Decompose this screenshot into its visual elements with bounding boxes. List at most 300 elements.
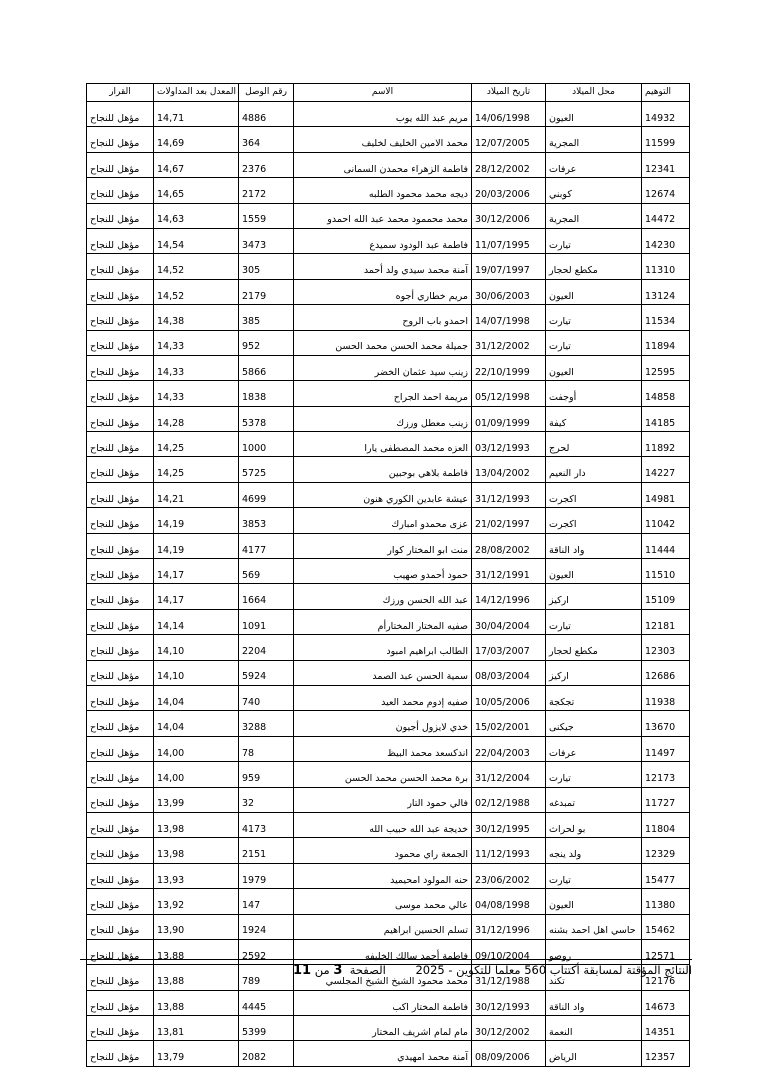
table-row: [87, 228, 690, 253]
cell-receipt: 5924: [239, 660, 294, 685]
cell-average: 14,28: [154, 406, 239, 431]
cell-dob: 28/08/2002: [472, 533, 546, 558]
cell-receipt: 5378: [239, 406, 294, 431]
cell-name: محمد محممود محمد عبد الله احمدو: [294, 203, 472, 228]
cell-code: 13124: [642, 279, 690, 304]
cell-name: الطالب ابراهيم امبود: [294, 635, 472, 660]
cell-average: 14,33: [154, 381, 239, 406]
cell-receipt: 4173: [239, 812, 294, 837]
cell-place: العيون: [546, 279, 642, 304]
page-of: من: [314, 963, 330, 977]
cell-code: 12181: [642, 609, 690, 634]
cell-dob: 30/06/2003: [472, 279, 546, 304]
cell-average: 14,71: [154, 102, 239, 127]
cell-code: 12595: [642, 355, 690, 380]
header-place: محل الميلاد: [546, 84, 642, 102]
cell-dob: 31/12/2004: [472, 762, 546, 787]
cell-place: العيون: [546, 355, 642, 380]
cell-place: النعمة: [546, 1016, 642, 1041]
table-row: [87, 990, 690, 1015]
table-row: [87, 178, 690, 203]
cell-dob: 20/03/2006: [472, 178, 546, 203]
cell-decision: مؤهل للنجاح: [87, 787, 154, 812]
table-header-row: [87, 84, 690, 102]
cell-name: العزه محمد المصطفى يارا: [294, 432, 472, 457]
page-current: 3: [333, 963, 343, 978]
cell-average: 14,04: [154, 711, 239, 736]
cell-dob: 31/12/1988: [472, 965, 546, 990]
cell-place: اركيز: [546, 660, 642, 685]
footer-title: النتائج المؤقتة لمسابقة أكتتاب 560 معلما للتكوين - 2025: [415, 963, 692, 977]
cell-average: 13,98: [154, 838, 239, 863]
cell-decision: مؤهل للنجاح: [87, 102, 154, 127]
cell-place: ولد ينجه: [546, 838, 642, 863]
cell-place: واد الناقة: [546, 990, 642, 1015]
cell-code: 13670: [642, 711, 690, 736]
cell-code: 11510: [642, 559, 690, 584]
table-row: [87, 508, 690, 533]
page-total: 11: [293, 963, 312, 978]
cell-place: العيون: [546, 102, 642, 127]
header-decision: القرار: [87, 84, 154, 102]
cell-decision: مؤهل للنجاح: [87, 736, 154, 761]
results-table: [86, 83, 690, 1067]
cell-dob: 12/07/2005: [472, 127, 546, 152]
cell-receipt: 4699: [239, 482, 294, 507]
cell-place: اكجرت: [546, 482, 642, 507]
cell-receipt: 740: [239, 685, 294, 710]
table-row: [87, 838, 690, 863]
header-dob: تاريخ الميلاد: [472, 84, 546, 102]
table-row: [87, 254, 690, 279]
cell-name: الجمعة راي محمود: [294, 838, 472, 863]
cell-place: تيارت: [546, 762, 642, 787]
cell-code: 11042: [642, 508, 690, 533]
cell-receipt: 2151: [239, 838, 294, 863]
cell-dob: 23/06/2002: [472, 863, 546, 888]
cell-decision: مؤهل للنجاح: [87, 254, 154, 279]
cell-average: 14,21: [154, 482, 239, 507]
cell-place: حاسي اهل احمد بشنه: [546, 914, 642, 939]
cell-average: 14,19: [154, 533, 239, 558]
cell-place: كوبني: [546, 178, 642, 203]
cell-decision: مؤهل للنجاح: [87, 762, 154, 787]
cell-decision: مؤهل للنجاح: [87, 127, 154, 152]
cell-place: كيفة: [546, 406, 642, 431]
cell-average: 14,69: [154, 127, 239, 152]
table-row: [87, 457, 690, 482]
cell-decision: مؤهل للنجاح: [87, 609, 154, 634]
cell-average: 13,93: [154, 863, 239, 888]
cell-receipt: 4177: [239, 533, 294, 558]
cell-name: زينب سيد عثمان الخضر: [294, 355, 472, 380]
cell-average: 14,14: [154, 609, 239, 634]
table-row: [87, 787, 690, 812]
cell-code: 14230: [642, 228, 690, 253]
cell-decision: مؤهل للنجاح: [87, 228, 154, 253]
table-row: [87, 381, 690, 406]
cell-receipt: 78: [239, 736, 294, 761]
cell-name: خديجة عبد الله حبيب الله: [294, 812, 472, 837]
cell-dob: 02/12/1988: [472, 787, 546, 812]
header-name: الاسم: [294, 84, 472, 102]
cell-dob: 14/12/1996: [472, 584, 546, 609]
cell-dob: 31/12/1996: [472, 914, 546, 939]
cell-receipt: 789: [239, 965, 294, 990]
cell-receipt: 3473: [239, 228, 294, 253]
cell-dob: 08/09/2006: [472, 1041, 546, 1066]
cell-code: 11497: [642, 736, 690, 761]
cell-code: 12173: [642, 762, 690, 787]
cell-average: 13,88: [154, 965, 239, 990]
cell-name: عزى محمدو امبارك: [294, 508, 472, 533]
cell-place: عرفات: [546, 152, 642, 177]
table-row: [87, 863, 690, 888]
footer-divider: [80, 959, 692, 960]
cell-name: فالي حمود التار: [294, 787, 472, 812]
cell-code: 14932: [642, 102, 690, 127]
cell-receipt: 385: [239, 305, 294, 330]
cell-average: 14,17: [154, 584, 239, 609]
cell-average: 14,00: [154, 736, 239, 761]
cell-average: 14,25: [154, 432, 239, 457]
cell-code: 11804: [642, 812, 690, 837]
cell-receipt: 3288: [239, 711, 294, 736]
table-row: [87, 152, 690, 177]
cell-dob: 08/03/2004: [472, 660, 546, 685]
cell-name: منت ابو المختار كوار: [294, 533, 472, 558]
cell-name: احمدو باب الروح: [294, 305, 472, 330]
cell-code: 15462: [642, 914, 690, 939]
cell-decision: مؤهل للنجاح: [87, 178, 154, 203]
cell-place: تكند: [546, 965, 642, 990]
cell-receipt: 2204: [239, 635, 294, 660]
table-row: [87, 812, 690, 837]
cell-decision: مؤهل للنجاح: [87, 838, 154, 863]
cell-dob: 11/07/1995: [472, 228, 546, 253]
cell-place: واد الناقة: [546, 533, 642, 558]
table-row: [87, 635, 690, 660]
cell-average: 14,63: [154, 203, 239, 228]
cell-code: 11380: [642, 889, 690, 914]
cell-dob: 30/12/1993: [472, 990, 546, 1015]
cell-dob: 03/12/1993: [472, 432, 546, 457]
cell-place: المجرية: [546, 203, 642, 228]
cell-decision: مؤهل للنجاح: [87, 305, 154, 330]
cell-name: ديجه محمد محمود الطلبه: [294, 178, 472, 203]
cell-place: الرياض: [546, 1041, 642, 1066]
cell-name: فاطمة أحمد سالك الخليفه: [294, 939, 472, 964]
cell-name: آمنة محمد سيدي ولد أحمد: [294, 254, 472, 279]
table-row: [87, 660, 690, 685]
cell-name: خدي لايزول أجيون: [294, 711, 472, 736]
cell-dob: 31/12/1993: [472, 482, 546, 507]
table-row: [87, 559, 690, 584]
cell-dob: 05/12/1998: [472, 381, 546, 406]
cell-decision: مؤهل للنجاح: [87, 482, 154, 507]
cell-name: محمد محمود الشيخ الشيخ المجلسي: [294, 965, 472, 990]
cell-name: آمنة محمد امهيدي: [294, 1041, 472, 1066]
cell-decision: مؤهل للنجاح: [87, 685, 154, 710]
cell-place: تيارت: [546, 228, 642, 253]
cell-receipt: 305: [239, 254, 294, 279]
cell-average: 14,54: [154, 228, 239, 253]
cell-place: عرفات: [546, 736, 642, 761]
cell-code: 12686: [642, 660, 690, 685]
table-row: [87, 330, 690, 355]
cell-receipt: 1838: [239, 381, 294, 406]
cell-average: 14,25: [154, 457, 239, 482]
cell-code: 14981: [642, 482, 690, 507]
cell-decision: مؤهل للنجاح: [87, 1041, 154, 1066]
cell-receipt: 959: [239, 762, 294, 787]
cell-name: عالي محمد موسى: [294, 889, 472, 914]
table-row: [87, 482, 690, 507]
cell-name: عبد الله الحسن ورزك: [294, 584, 472, 609]
cell-place: بو لحراث: [546, 812, 642, 837]
cell-place: تيارت: [546, 863, 642, 888]
cell-code: 11599: [642, 127, 690, 152]
header-average: المعدل بعد المداولات: [154, 84, 239, 102]
cell-dob: 31/12/1991: [472, 559, 546, 584]
table-row: [87, 406, 690, 431]
cell-code: 11894: [642, 330, 690, 355]
cell-decision: مؤهل للنجاح: [87, 660, 154, 685]
cell-receipt: 2592: [239, 939, 294, 964]
cell-decision: مؤهل للنجاح: [87, 939, 154, 964]
cell-decision: مؤهل للنجاح: [87, 381, 154, 406]
header-code: التوهيم: [642, 84, 690, 102]
cell-average: 14,00: [154, 762, 239, 787]
cell-place: لحرج: [546, 432, 642, 457]
cell-place: تمبدغه: [546, 787, 642, 812]
cell-decision: مؤهل للنجاح: [87, 863, 154, 888]
cell-decision: مؤهل للنجاح: [87, 330, 154, 355]
cell-dob: 21/02/1997: [472, 508, 546, 533]
cell-decision: مؤهل للنجاح: [87, 406, 154, 431]
cell-decision: مؤهل للنجاح: [87, 533, 154, 558]
table-row: [87, 939, 690, 964]
cell-decision: مؤهل للنجاح: [87, 812, 154, 837]
cell-decision: مؤهل للنجاح: [87, 965, 154, 990]
table-row: [87, 914, 690, 939]
cell-place: تيارت: [546, 609, 642, 634]
cell-code: 12357: [642, 1041, 690, 1066]
cell-receipt: 4886: [239, 102, 294, 127]
cell-name: فاطمة الزهراء محمدن السمانى: [294, 152, 472, 177]
cell-name: مريمة احمد الجراح: [294, 381, 472, 406]
cell-decision: مؤهل للنجاح: [87, 152, 154, 177]
cell-place: مكطع لحجار: [546, 635, 642, 660]
cell-decision: مؤهل للنجاح: [87, 635, 154, 660]
cell-average: 14,04: [154, 685, 239, 710]
cell-code: 12674: [642, 178, 690, 203]
cell-dob: 10/05/2006: [472, 685, 546, 710]
cell-receipt: 1979: [239, 863, 294, 888]
cell-code: 12176: [642, 965, 690, 990]
cell-average: 13,92: [154, 889, 239, 914]
cell-name: عيشة عابدين الكوري هنون: [294, 482, 472, 507]
cell-average: 14,33: [154, 355, 239, 380]
page-number: [293, 963, 386, 978]
cell-code: 11534: [642, 305, 690, 330]
cell-dob: 22/10/1999: [472, 355, 546, 380]
cell-decision: مؤهل للنجاح: [87, 355, 154, 380]
cell-name: برة محمد الحسن محمد الحسن: [294, 762, 472, 787]
cell-receipt: 5866: [239, 355, 294, 380]
table-row: [87, 584, 690, 609]
cell-dob: 22/04/2003: [472, 736, 546, 761]
cell-average: 13,99: [154, 787, 239, 812]
cell-dob: 17/03/2007: [472, 635, 546, 660]
cell-average: 14,65: [154, 178, 239, 203]
cell-name: صفيه إدوم محمد العيد: [294, 685, 472, 710]
table-body: [87, 102, 690, 1067]
cell-dob: 31/12/2002: [472, 330, 546, 355]
cell-dob: 30/12/2002: [472, 1016, 546, 1041]
cell-place: العيون: [546, 889, 642, 914]
cell-name: سمية الحسن عبد الصمد: [294, 660, 472, 685]
cell-place: اكجرت: [546, 508, 642, 533]
cell-average: 14,38: [154, 305, 239, 330]
table-row: [87, 102, 690, 127]
cell-code: 11892: [642, 432, 690, 457]
cell-dob: 14/06/1998: [472, 102, 546, 127]
cell-dob: 09/10/2004: [472, 939, 546, 964]
cell-average: 14,33: [154, 330, 239, 355]
cell-code: 14673: [642, 990, 690, 1015]
cell-receipt: 2179: [239, 279, 294, 304]
cell-decision: مؤهل للنجاح: [87, 508, 154, 533]
cell-name: صفيه المختار المختارأم: [294, 609, 472, 634]
cell-average: 14,52: [154, 279, 239, 304]
table-row: [87, 432, 690, 457]
cell-place: اركيز: [546, 584, 642, 609]
cell-dob: 14/07/1998: [472, 305, 546, 330]
cell-code: 15477: [642, 863, 690, 888]
cell-place: جيكنى: [546, 711, 642, 736]
page-label: الصفحة: [349, 963, 386, 977]
table-row: [87, 279, 690, 304]
cell-name: مريم عبد الله يوب: [294, 102, 472, 127]
cell-code: 14472: [642, 203, 690, 228]
cell-decision: مؤهل للنجاح: [87, 914, 154, 939]
cell-receipt: 569: [239, 559, 294, 584]
table-row: [87, 305, 690, 330]
cell-place: دار النعيم: [546, 457, 642, 482]
table-row: [87, 889, 690, 914]
table-row: [87, 203, 690, 228]
cell-average: 14,52: [154, 254, 239, 279]
table-row: [87, 736, 690, 761]
cell-name: مام لمام اشريف المختار: [294, 1016, 472, 1041]
cell-decision: مؤهل للنجاح: [87, 203, 154, 228]
cell-name: مريم خطاري أجوه: [294, 279, 472, 304]
cell-average: 14,67: [154, 152, 239, 177]
cell-decision: مؤهل للنجاح: [87, 990, 154, 1015]
cell-code: 14227: [642, 457, 690, 482]
cell-dob: 30/12/1995: [472, 812, 546, 837]
cell-name: تسلم الحسين ابراهيم: [294, 914, 472, 939]
cell-name: زينب معطل ورزك: [294, 406, 472, 431]
cell-decision: مؤهل للنجاح: [87, 457, 154, 482]
header-receipt: رقم الوصل: [239, 84, 294, 102]
cell-average: 13,88: [154, 990, 239, 1015]
cell-receipt: 3853: [239, 508, 294, 533]
cell-receipt: 5399: [239, 1016, 294, 1041]
table-row: [87, 533, 690, 558]
cell-receipt: 1091: [239, 609, 294, 634]
cell-place: مكطع لحجار: [546, 254, 642, 279]
table-row: [87, 685, 690, 710]
cell-average: 14,10: [154, 660, 239, 685]
cell-receipt: 2082: [239, 1041, 294, 1066]
cell-decision: مؤهل للنجاح: [87, 279, 154, 304]
table-row: [87, 127, 690, 152]
cell-dob: 11/12/1993: [472, 838, 546, 863]
cell-dob: 30/04/2004: [472, 609, 546, 634]
cell-place: أوجفت: [546, 381, 642, 406]
cell-receipt: 2376: [239, 152, 294, 177]
table-row: [87, 711, 690, 736]
table-row: [87, 609, 690, 634]
table-row: [87, 355, 690, 380]
cell-name: جميلة محمد الحسن محمد الحسن: [294, 330, 472, 355]
cell-code: 12329: [642, 838, 690, 863]
cell-dob: 01/09/1999: [472, 406, 546, 431]
cell-receipt: 952: [239, 330, 294, 355]
cell-receipt: 364: [239, 127, 294, 152]
cell-average: 13,88: [154, 939, 239, 964]
cell-receipt: 1000: [239, 432, 294, 457]
cell-code: 11444: [642, 533, 690, 558]
cell-place: تجكجة: [546, 685, 642, 710]
cell-code: 12341: [642, 152, 690, 177]
cell-code: 11938: [642, 685, 690, 710]
cell-receipt: 2172: [239, 178, 294, 203]
cell-code: 15109: [642, 584, 690, 609]
cell-decision: مؤهل للنجاح: [87, 1016, 154, 1041]
cell-place: تيارت: [546, 330, 642, 355]
cell-code: 11310: [642, 254, 690, 279]
cell-receipt: 5725: [239, 457, 294, 482]
table-row: [87, 1016, 690, 1041]
cell-decision: مؤهل للنجاح: [87, 889, 154, 914]
cell-receipt: 1559: [239, 203, 294, 228]
cell-name: حنه المولود امحيميد: [294, 863, 472, 888]
cell-dob: 15/02/2001: [472, 711, 546, 736]
cell-name: محمد الامين الخليف لخليف: [294, 127, 472, 152]
cell-name: فاطمة بلاهي بوحبين: [294, 457, 472, 482]
table-row: [87, 1041, 690, 1066]
cell-decision: مؤهل للنجاح: [87, 559, 154, 584]
cell-place: روصو: [546, 939, 642, 964]
cell-receipt: 4445: [239, 990, 294, 1015]
cell-dob: 28/12/2002: [472, 152, 546, 177]
cell-decision: مؤهل للنجاح: [87, 432, 154, 457]
cell-code: 11727: [642, 787, 690, 812]
cell-decision: مؤهل للنجاح: [87, 711, 154, 736]
cell-name: فاطمة عبد الودود سميدع: [294, 228, 472, 253]
cell-name: حمود أحمدو صهيب: [294, 559, 472, 584]
cell-average: 13,98: [154, 812, 239, 837]
cell-code: 12303: [642, 635, 690, 660]
cell-receipt: 32: [239, 787, 294, 812]
cell-code: 14858: [642, 381, 690, 406]
page-footer: [80, 962, 692, 984]
cell-average: 14,10: [154, 635, 239, 660]
cell-code: 12571: [642, 939, 690, 964]
